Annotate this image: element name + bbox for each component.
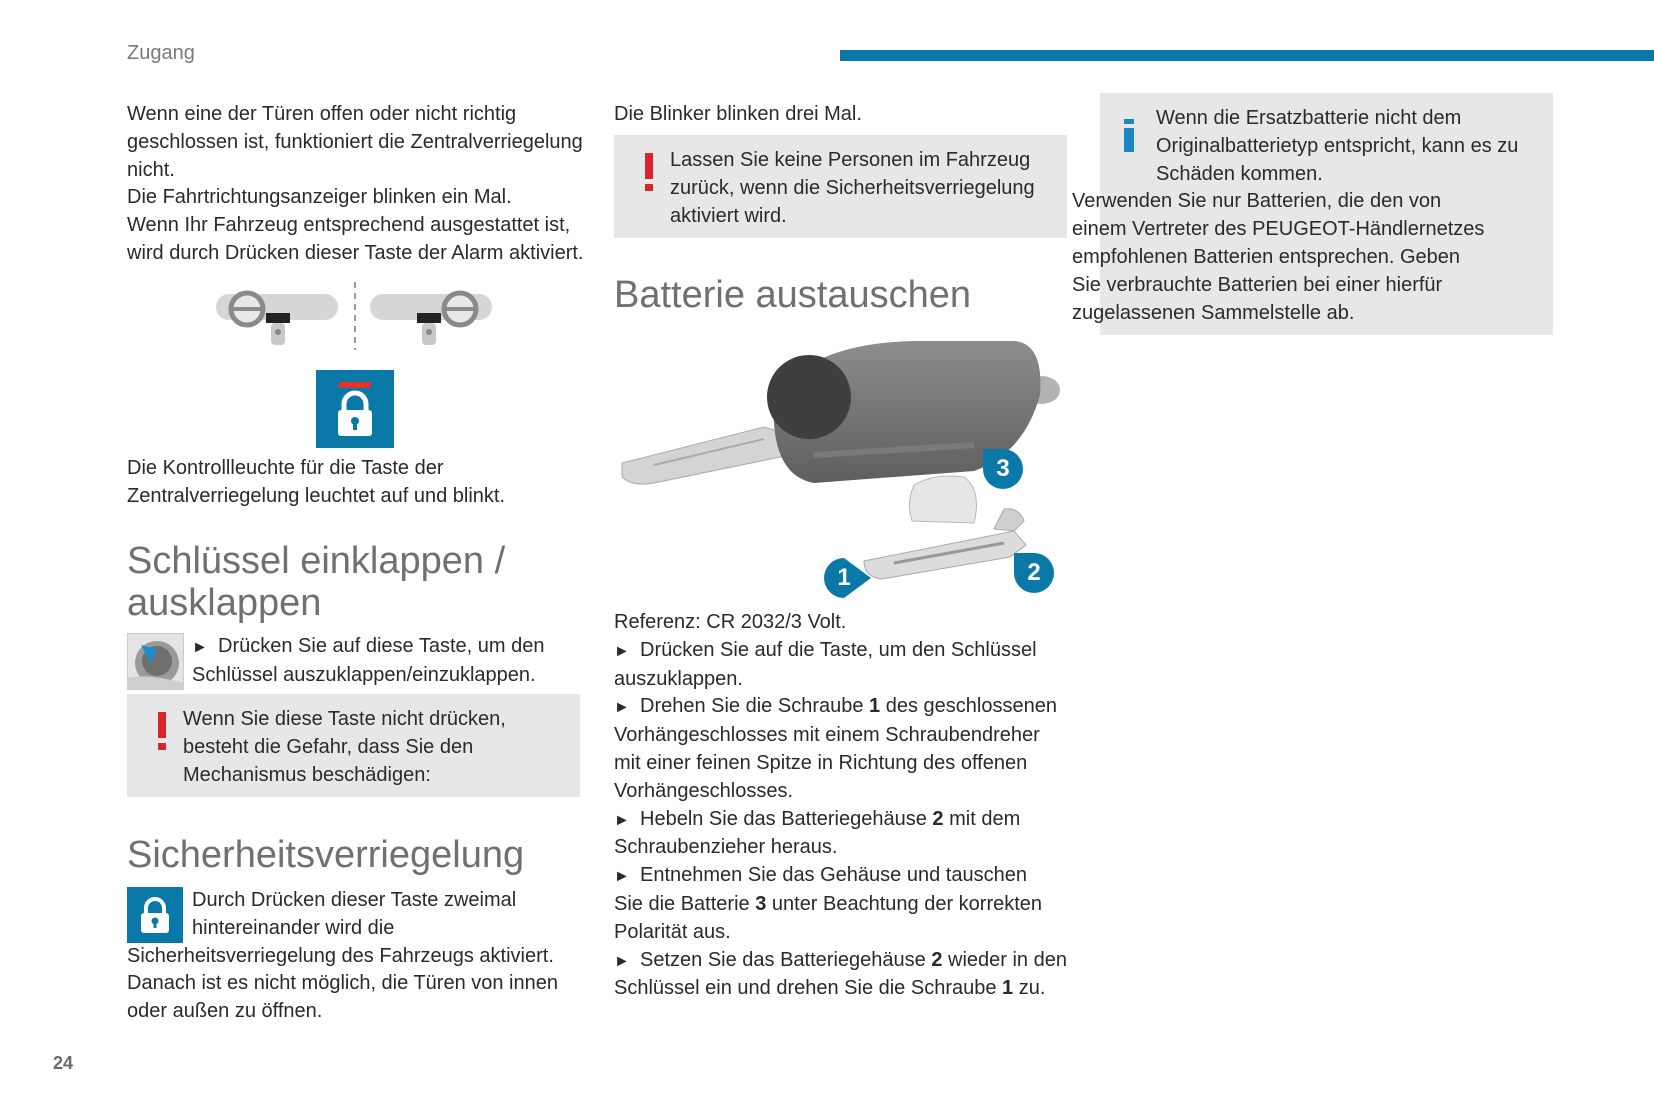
indicator-paragraph: Die Kontrollleuchte für die Taste der Zentralverriegelung leuchtet auf und blinkt. <box>127 457 506 507</box>
bullet-arrow-icon: ► <box>614 868 630 886</box>
callout-2-label: 2 <box>1027 559 1041 586</box>
step-3: ► Hebeln Sie das Batteriegehäuse 2 mit dem <box>614 806 1074 835</box>
intro-paragraph: Wenn eine der Türen offen oder nicht richtig geschlossen ist, funktioniert die Zentralverriegelung nicht. Die Fahrtrichtungsanzeiger blinken ein Mal. Wenn Ihr Fahrzeug entsprechend ausgestattet ist, wird durch Drücken dieser Taste der Alarm aktiviert. <box>127 103 584 264</box>
step-2: ► Drehen Sie die Schraube 1 des geschlossenen <box>614 693 1074 722</box>
bullet-arrow-icon: ► <box>614 952 630 970</box>
bullet-arrow-icon: ► <box>614 699 630 717</box>
battery-steps: Referenz: CR 2032/3 Volt. ► Drücken Sie auf die Taste, um den Schlüssel auszuklappen. ► Drehen Sie die Schraube 1 des geschlossenen Vorhängeschlosses mit einem Schraubendreher mit einer feinen Spitze in Richtung des offenen Vorhängeschlosses. ► Hebeln Sie das Batteriegehäuse 2 mit dem Schraubenzieher heraus. ► Entnehmen Sie das Gehäuse und tauschen Sie die Batterie 3 unter Beachtung der korrekten Polarität aus. ► Setzen Sie das Batteriegehäuse 2 wieder in den Schlüssel ein und drehen Sie die Schraube 1 zu. <box>614 609 1074 1003</box>
page-number: 24 <box>53 1053 74 1073</box>
blink-paragraph: Die Blinker blinken drei Mal. <box>614 103 862 125</box>
header-accent-bar <box>840 50 1654 61</box>
battery-info-box: Wenn die Ersatzbatterie nicht dem Originalbatterietyp entspricht, kann es zu Schäden kommen. Verwenden Sie nur Batterien, die den von einem Vertreter des PEUGEOT-Händlernetzes empfohlenen Batterien entsprechen. Geben Sie verbrauchte Batterien bei einer hierfür zugelassenen Sammelstelle ab. <box>1100 93 1553 335</box>
central-lock-indicator-icon <box>316 370 394 448</box>
warning-exclamation-icon <box>141 706 183 762</box>
security-lock-heading: Sicherheitsverriegelung <box>127 834 525 876</box>
fold-key-heading: Schlüssel einklappen / ausklappen <box>127 540 506 624</box>
warning-exclamation-icon <box>628 147 670 203</box>
security-paragraph: Durch Drücken dieser Taste zweimal hintereinander wird die Sicherheitsverriegelung des Fahrzeugs aktiviert. Danach ist es nicht möglich, die Türen von innen oder außen zu öffnen. <box>127 889 558 1023</box>
callout-3-label: 3 <box>996 455 1010 482</box>
key-fold-button-icon <box>127 633 184 690</box>
bullet-arrow-icon: ► <box>192 639 208 656</box>
battery-reference: Referenz: CR 2032/3 Volt. <box>614 611 847 633</box>
dashboard-lhd-rhd-illustration <box>210 280 500 352</box>
section-label: Zugang <box>127 42 195 64</box>
step-5: ► Setzen Sie das Batteriegehäuse 2 wieder in den <box>614 947 1074 976</box>
battery-heading: Batterie austauschen <box>614 274 972 316</box>
info-icon <box>1114 105 1156 161</box>
security-warning-box: Lassen Sie keine Personen im Fahrzeug zurück, wenn die Sicherheitsverriegelung aktiviert wird. <box>614 135 1067 238</box>
fold-warning-box: Wenn Sie diese Taste nicht drücken, besteht die Gefahr, dass Sie den Mechanismus beschädigen: <box>127 694 580 797</box>
callout-1-label: 1 <box>837 564 851 591</box>
bullet-arrow-icon: ► <box>614 642 630 660</box>
bullet-arrow-icon: ► <box>614 811 630 829</box>
step-4: ► Entnehmen Sie das Gehäuse und tauschen <box>614 862 1074 891</box>
fold-step: ► Drücken Sie auf diese Taste, um den Schlüssel auszuklappen/einzuklappen. <box>192 635 545 686</box>
step-1: ► Drücken Sie auf die Taste, um den Schlüssel <box>614 637 1074 666</box>
